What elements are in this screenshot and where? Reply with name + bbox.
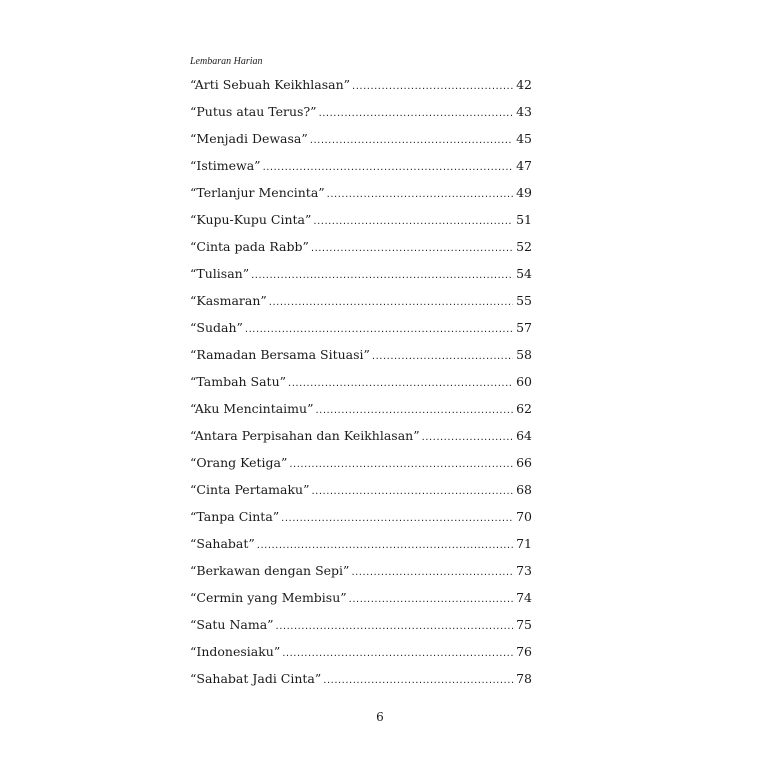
toc-dot-leader xyxy=(311,476,513,503)
toc-dot-leader xyxy=(351,557,513,584)
toc-entry xyxy=(190,314,532,341)
toc-entry-title: “Cermin yang Membisu” xyxy=(190,590,347,605)
toc-entry-page: 43 xyxy=(516,104,532,119)
toc-dot-leader xyxy=(327,179,513,206)
toc-entry xyxy=(190,584,532,611)
toc-entry-page: 54 xyxy=(516,266,532,281)
toc-dot-leader xyxy=(245,314,513,341)
toc-entry xyxy=(190,638,532,665)
toc-entry xyxy=(190,611,532,638)
toc-entry xyxy=(190,557,532,584)
toc-entry xyxy=(190,71,532,98)
toc-entry xyxy=(190,287,532,314)
toc-dot-leader xyxy=(315,395,513,422)
toc-entry-title: “Cinta Pertamaku” xyxy=(190,482,310,497)
toc-dot-leader xyxy=(289,449,513,476)
toc-entry-title: “Istimewa” xyxy=(190,158,261,173)
toc-entry-title: “Menjadi Dewasa” xyxy=(190,131,308,146)
toc-dot-leader xyxy=(288,368,513,395)
toc-entry-page: 52 xyxy=(516,239,532,254)
toc-entry-title: “Orang Ketiga” xyxy=(190,455,288,470)
toc-entry-page: 76 xyxy=(516,644,532,659)
toc-entry-page: 75 xyxy=(516,617,532,632)
toc-entry xyxy=(190,206,532,233)
toc-entry-page: 70 xyxy=(516,509,532,524)
toc-entry-title: “Kasmaran” xyxy=(190,293,267,308)
toc-entry xyxy=(190,125,532,152)
toc-entry-page: 58 xyxy=(516,347,532,362)
toc-entry xyxy=(190,395,532,422)
toc-entry xyxy=(190,368,532,395)
toc-dot-leader xyxy=(263,152,513,179)
toc-entry-page: 78 xyxy=(516,671,532,686)
toc-entry-page: 45 xyxy=(516,131,532,146)
toc-entry xyxy=(190,260,532,287)
toc-entry xyxy=(190,503,532,530)
toc-dot-leader xyxy=(311,233,513,260)
toc-entry-title: “Terlanjur Mencinta” xyxy=(190,185,325,200)
toc-dot-leader xyxy=(422,422,513,449)
toc-entry-page: 74 xyxy=(516,590,532,605)
toc-dot-leader xyxy=(269,287,513,314)
table-of-contents xyxy=(190,71,532,692)
toc-entry-page: 68 xyxy=(516,482,532,497)
toc-dot-leader xyxy=(281,503,513,530)
toc-entry-page: 66 xyxy=(516,455,532,470)
toc-entry-page: 51 xyxy=(516,212,532,227)
toc-entry-title: “Arti Sebuah Keikhlasan” xyxy=(190,77,351,92)
toc-entry xyxy=(190,233,532,260)
toc-entry xyxy=(190,665,532,692)
toc-entry xyxy=(190,179,532,206)
toc-entry-title: “Satu Nama” xyxy=(190,617,274,632)
toc-entry-page: 64 xyxy=(516,428,532,443)
toc-entry-title: “Tanpa Cinta” xyxy=(190,509,280,524)
toc-entry-page: 73 xyxy=(516,563,532,578)
toc-dot-leader xyxy=(310,125,513,152)
toc-entry-title: “Tulisan” xyxy=(190,266,250,281)
toc-entry xyxy=(190,341,532,368)
toc-entry-page: 55 xyxy=(516,293,532,308)
toc-entry-title: “Kupu-Kupu Cinta” xyxy=(190,212,312,227)
toc-entry-page: 60 xyxy=(516,374,532,389)
toc-entry-page: 62 xyxy=(516,401,532,416)
toc-dot-leader xyxy=(349,584,513,611)
toc-entry-title: “Sahabat” xyxy=(190,536,255,551)
toc-entry-title: “Tambah Satu” xyxy=(190,374,287,389)
toc-entry-page: 57 xyxy=(516,320,532,335)
toc-dot-leader xyxy=(313,206,513,233)
toc-entry-title: “Antara Perpisahan dan Keikhlasan” xyxy=(190,428,420,443)
toc-entry xyxy=(190,152,532,179)
toc-entry-title: “Sudah” xyxy=(190,320,243,335)
toc-dot-leader xyxy=(323,665,513,692)
toc-entry-title: “Cinta pada Rabb” xyxy=(190,239,309,254)
toc-entry-title: “Aku Mencintaimu” xyxy=(190,401,314,416)
toc-entry-title: “Ramadan Bersama Situasi” xyxy=(190,347,370,362)
toc-entry-title: “Sahabat Jadi Cinta” xyxy=(190,671,322,686)
toc-dot-leader xyxy=(257,530,513,557)
toc-dot-leader xyxy=(251,260,513,287)
toc-dot-leader xyxy=(276,611,513,638)
toc-entry xyxy=(190,98,532,125)
running-header: Lembaran Harian xyxy=(190,56,263,67)
toc-entry-page: 49 xyxy=(516,185,532,200)
page-number: 6 xyxy=(376,710,384,724)
toc-dot-leader xyxy=(319,98,513,125)
toc-entry xyxy=(190,476,532,503)
toc-entry-title: “Putus atau Terus?” xyxy=(190,104,317,119)
toc-entry-page: 42 xyxy=(516,77,532,92)
toc-dot-leader xyxy=(352,71,513,98)
toc-entry-page: 71 xyxy=(516,536,532,551)
toc-entry-page: 47 xyxy=(516,158,532,173)
toc-entry-title: “Indonesiaku” xyxy=(190,644,281,659)
toc-entry xyxy=(190,530,532,557)
toc-entry-title: “Berkawan dengan Sepi” xyxy=(190,563,350,578)
toc-dot-leader xyxy=(372,341,513,368)
toc-entry xyxy=(190,422,532,449)
toc-entry xyxy=(190,449,532,476)
toc-dot-leader xyxy=(282,638,513,665)
